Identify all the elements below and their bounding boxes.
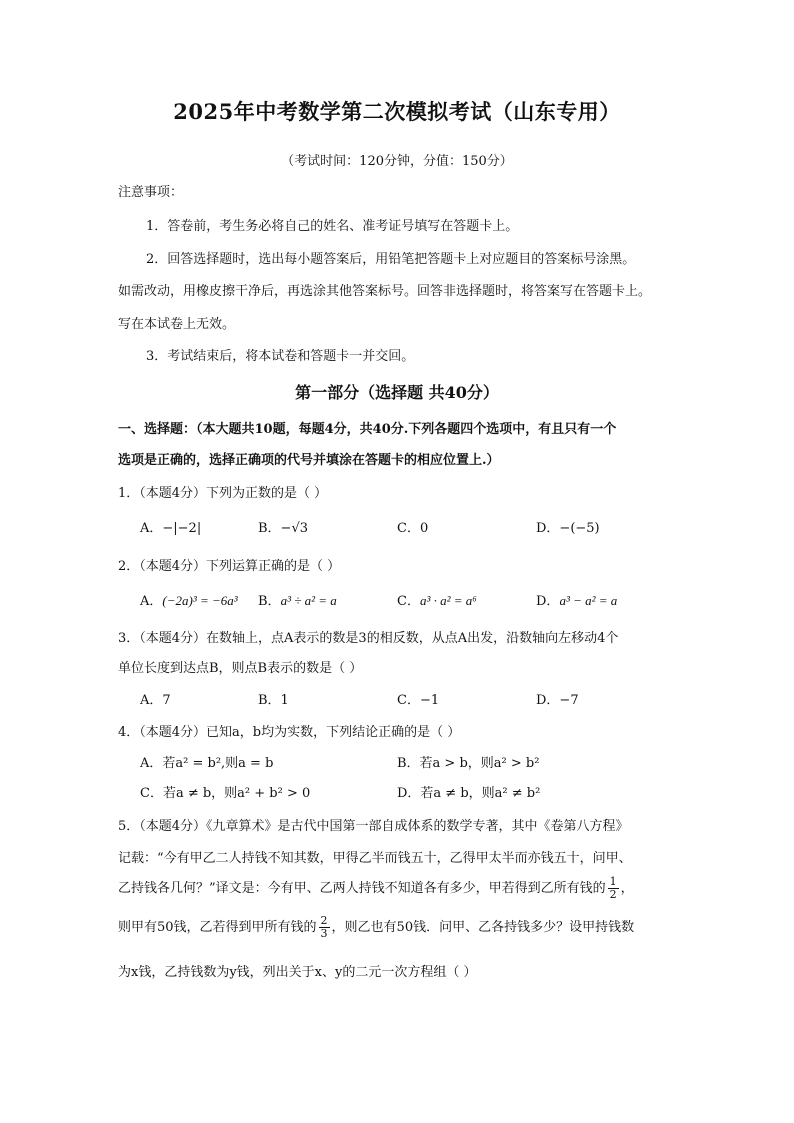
question-4-option-a: A．若a² = b²,则a = b [140, 756, 274, 771]
section-one-desc: （本大题共10题，每题4分，共40分.下列各题四个选项中，有且只有一个 [196, 422, 617, 437]
question-2-option-d [536, 590, 617, 609]
option-letter: B． [258, 594, 281, 609]
notice-item-2-line-3: 写在本试卷上无效。 [118, 317, 236, 332]
question-5-line-5: 为x钱，乙持钱数为y钱，列出关于x、y的二元一次方程组（ ） [118, 965, 477, 980]
notice-item-3: 3．考试结束后，将本试卷和答题卡一并交回。 [146, 349, 415, 364]
question-3-option-b: B．1 [258, 693, 289, 708]
option-expression: (−2a)³ = −6a³ [162, 593, 238, 608]
question-2-stem: 2．（本题4分）下列运算正确的是（ ） [118, 559, 341, 574]
question-2-option-b [258, 590, 337, 609]
section-one-desc-line-2: 选项是正确的，选择正确项的代号并填涂在答题卡的相应位置上.） [118, 453, 500, 468]
section-one-title: 一、选择题： [118, 422, 197, 437]
question-5-line-3-tail: ， [620, 881, 634, 896]
notice-item-2-line-1: 2．回答选择题时，选出每小题答案后，用铅笔把答题卡上对应题目的答案标号涂黑。 [146, 252, 636, 267]
fraction-denominator: 3 [320, 927, 328, 940]
question-5-line-3-text: 乙持钱各几何？”译文是：今有甲、乙两人持钱不知道各有多少，甲若得到乙所有钱的 [118, 881, 606, 896]
question-3-option-c: C．−1 [397, 693, 440, 708]
question-4-option-d: D．若a ≠ b，则a² ≠ b² [397, 786, 541, 801]
option-expression: a³ · a² = a⁶ [419, 593, 477, 608]
question-5-line-1: 5．（本题4分）《九章算术》是古代中国第一部自成体系的数学专著，其中《卷第八方程》 [118, 819, 629, 834]
question-5-line-2: 记载：“今有甲乙二人持钱不知其数，甲得乙半而钱五十，乙得甲太半而亦钱五十，问甲、 [118, 851, 632, 866]
part-one-heading: 第一部分（选择题 共40分） [295, 383, 499, 402]
fraction-numerator: 2 [320, 914, 328, 927]
fraction-two-thirds [319, 915, 330, 940]
exam-title: 2025年中考数学第二次模拟考试（山东专用） [173, 99, 621, 124]
fraction-one-half [608, 876, 619, 901]
question-3-option-a: A．7 [140, 693, 171, 708]
question-1-option-b: B．−√3 [258, 521, 309, 536]
notice-heading: 注意事项： [118, 185, 184, 200]
option-expression: a³ − a² = a [559, 593, 618, 608]
fraction-numerator: 1 [609, 875, 617, 888]
question-3-stem-line-2: 单位长度到达点B，则点B表示的数是（ ） [118, 661, 363, 676]
section-one-desc-line-1 [118, 418, 616, 437]
question-5-line-4-text: 则甲有50钱，乙若得到甲所有钱的 [118, 920, 317, 935]
question-4-option-c: C．若a ≠ b，则a² + b² > 0 [140, 786, 311, 801]
question-5-line-3 [118, 876, 634, 901]
option-expression: a³ ÷ a² = a [280, 593, 337, 608]
question-5-line-4 [118, 915, 634, 940]
question-1-option-d: D．−(−5) [536, 521, 600, 536]
question-2-option-a [140, 590, 238, 609]
question-1-option-a: A．−|−2| [140, 521, 202, 536]
option-letter: A． [140, 594, 163, 609]
option-letter: C． [397, 594, 420, 609]
question-3-option-d: D．−7 [536, 693, 579, 708]
notice-item-2-line-2: 如需改动，用橡皮擦干净后，再选涂其他答案标号。回答非选择题时，将答案写在答题卡上。 [118, 284, 652, 299]
question-1-stem: 1．（本题4分）下列为正数的是（ ） [118, 486, 328, 501]
option-letter: D． [536, 594, 560, 609]
exam-subtitle: （考试时间：120分钟，分值：150分） [281, 154, 513, 169]
notice-item-1: 1．答卷前，考生务必将自己的姓名、准考证号填写在答题卡上。 [146, 219, 519, 234]
question-5-line-4-tail: ，则乙也有50钱．问甲、乙各持钱多少？设甲持钱数 [331, 920, 635, 935]
question-4-option-b: B．若a > b，则a² > b² [397, 756, 540, 771]
question-2-option-c [397, 590, 477, 609]
question-3-stem-line-1: 3．（本题4分）在数轴上，点A表示的数是3的相反数，从点A出发，沿数轴向左移动4个 [118, 631, 619, 646]
question-4-stem: 4．（本题4分）已知a，b均为实数，下列结论正确的是（ ） [118, 725, 461, 740]
fraction-denominator: 2 [609, 888, 617, 901]
question-1-option-c: C．0 [397, 521, 429, 536]
